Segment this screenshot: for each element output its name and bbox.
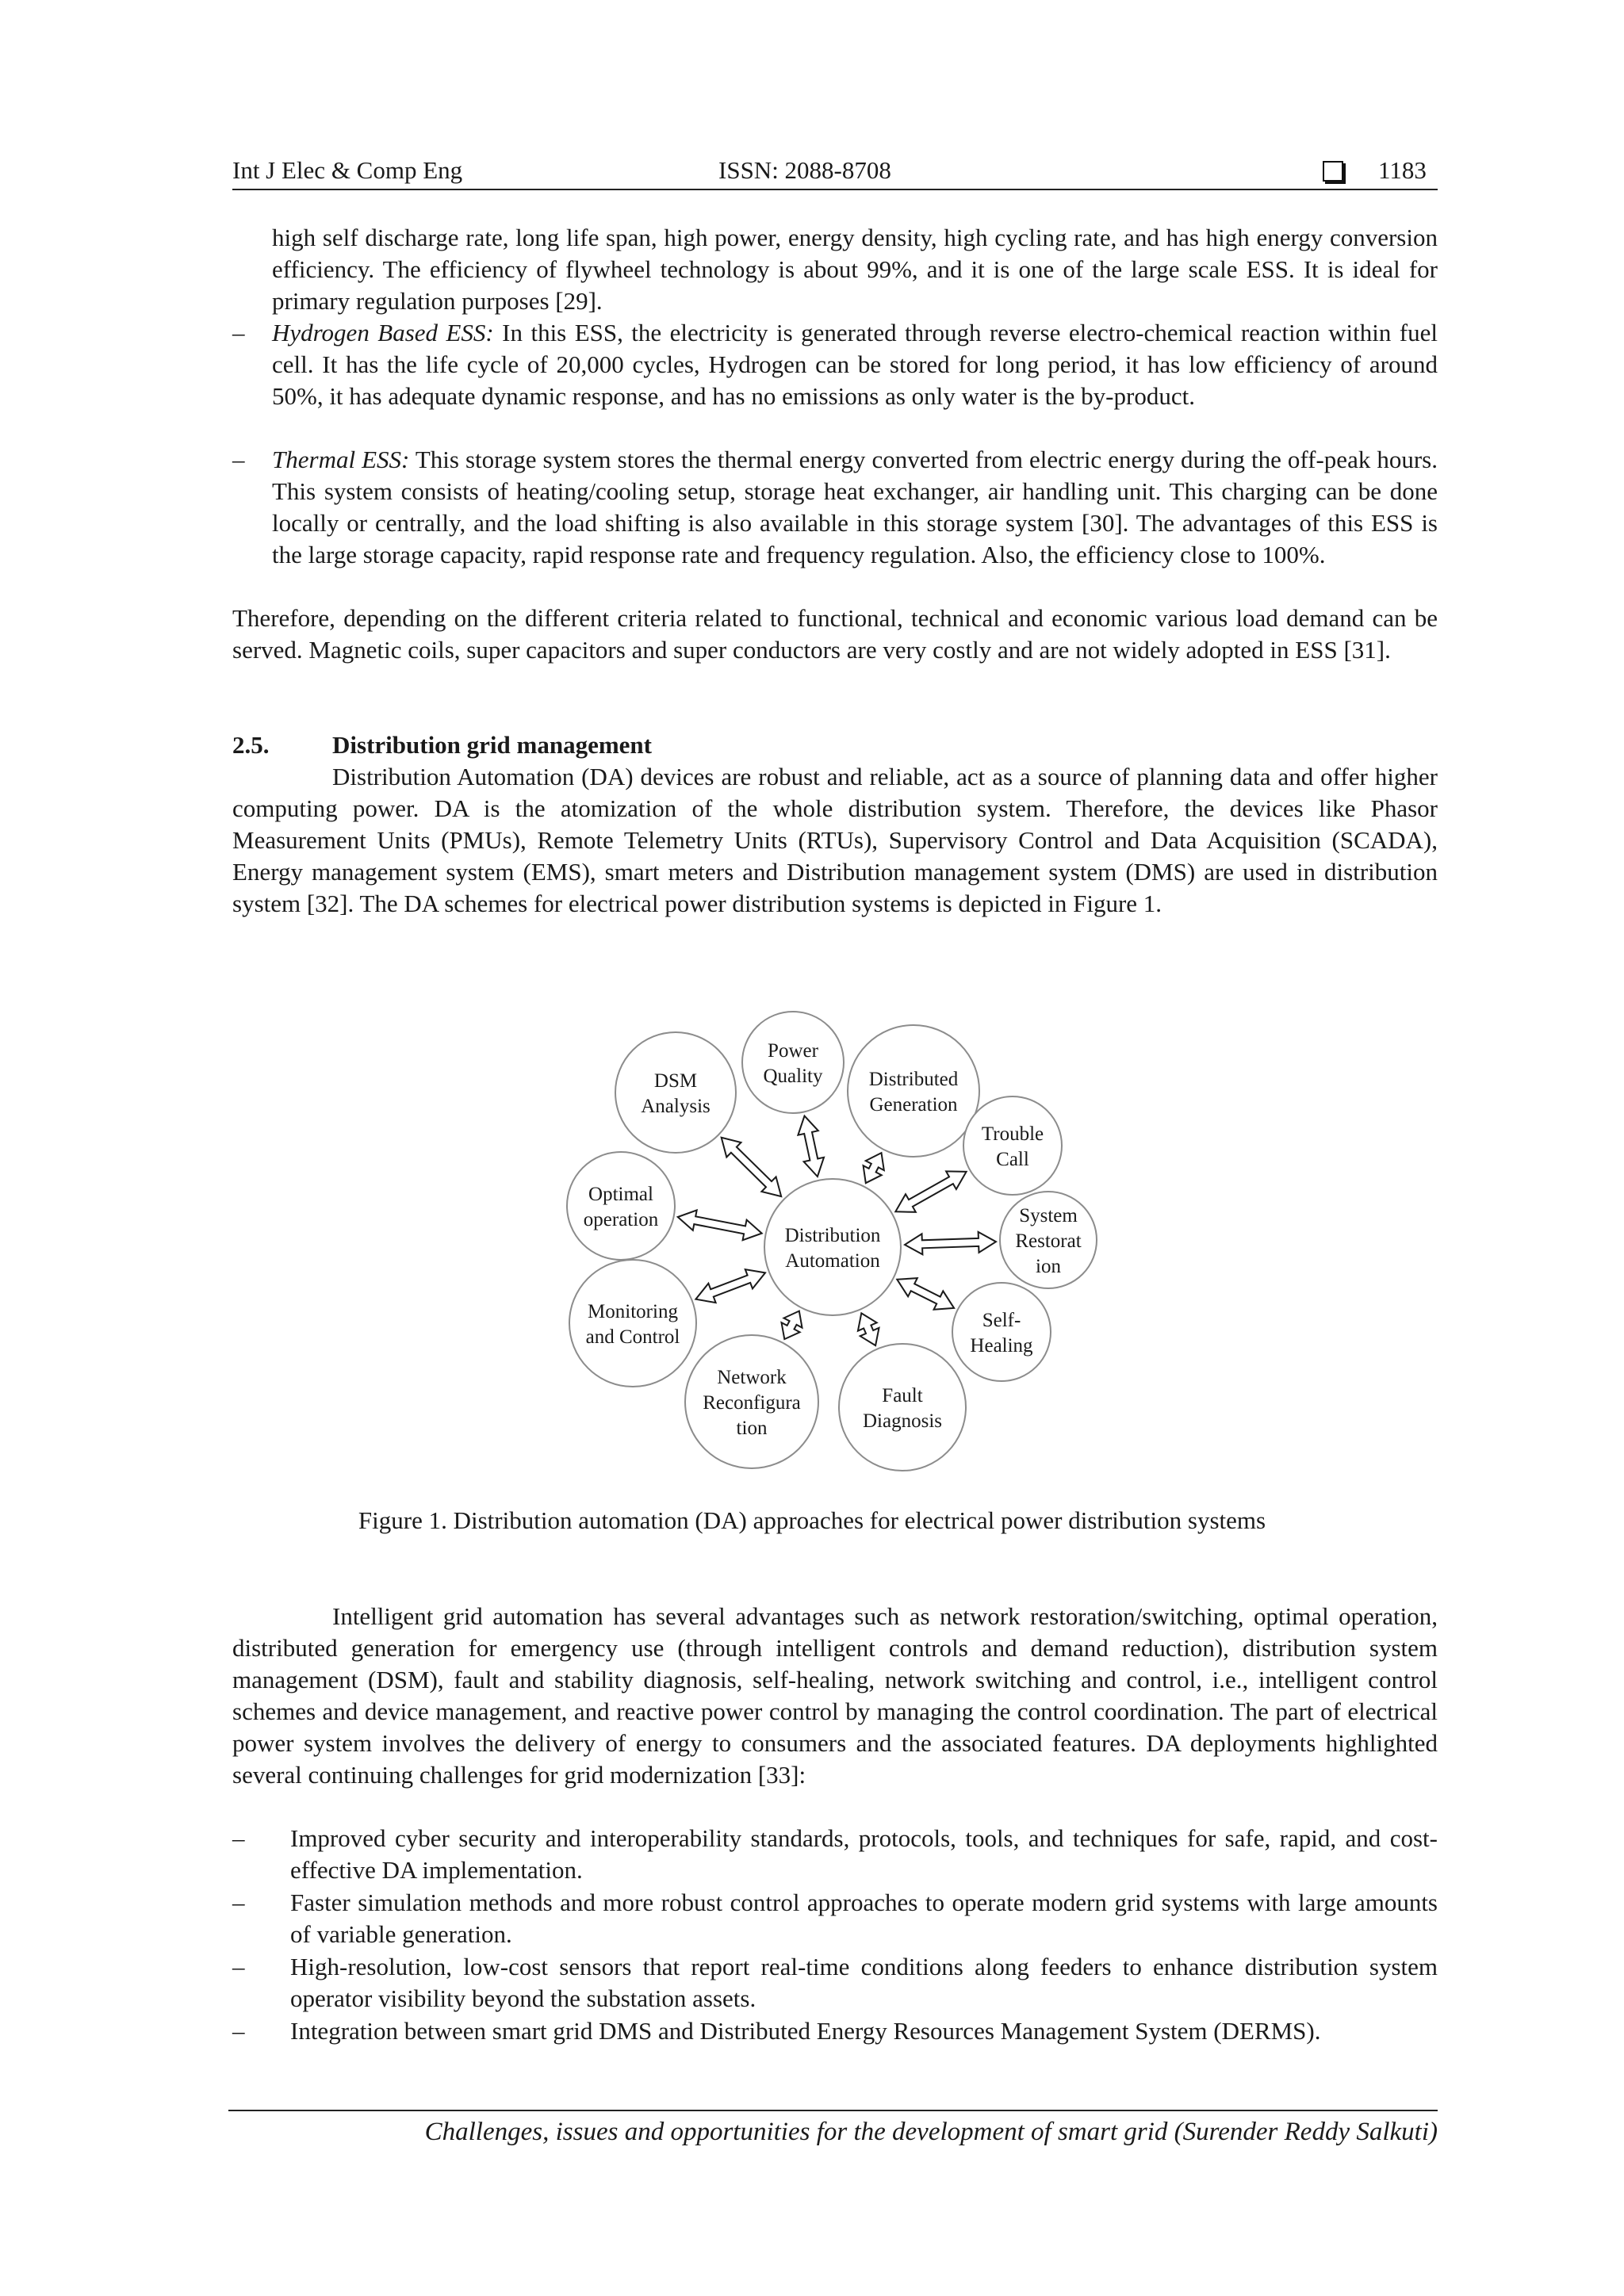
double-arrow-fault-diagnosis: [858, 1313, 879, 1345]
self-healing-label: Self-: [982, 1310, 1021, 1331]
power-quality-label: Quality: [763, 1066, 823, 1087]
self-healing-label: Healing: [970, 1335, 1033, 1357]
section-paragraph: Distribution Automation (DA) devices are robust and reliable, act as a source of planning data and offer higher computing power. DA is the atomization of the whole distribution system. Therefore, the devices like Phasor Measurement Units (PMUs), Remote Telemetry Units (RTUs), Supervisory Control and Data Acquisition (SCADA), Energy management system (EMS), smart meters and Distribution management system (DMS) are used in distribution system [32]. The DA schemes for electrical power distribution systems is depicted in Figure 1.: [232, 763, 1438, 917]
system-restoration-label: System: [1019, 1205, 1078, 1226]
list-bullet: –: [232, 1888, 245, 1916]
optimal-operation-node: [567, 1152, 675, 1260]
double-arrow-dsm-analysis: [722, 1138, 782, 1196]
list-item-term: Thermal ESS:: [272, 446, 410, 473]
page-number: 1183: [1378, 156, 1427, 184]
double-arrow-optimal-operation: [678, 1210, 762, 1240]
challenge-item: Improved cyber security and interoperability standards, protocols, tools, and techniques for safe, rapid, and cost-effective DA implementation.: [290, 1824, 1438, 1884]
network-reconfiguration-label: Reconfigura: [703, 1392, 801, 1414]
list-item-term: Hydrogen Based ESS:: [272, 319, 494, 346]
double-arrow-network-reconfiguration: [782, 1311, 802, 1340]
monitoring-and-control-node: [569, 1260, 696, 1387]
section-number: 2.5.: [232, 731, 270, 759]
center-node-label: Automation: [785, 1250, 880, 1272]
system-restoration-label: Restorat: [1015, 1230, 1082, 1252]
list-item-text: This storage system stores the thermal energy converted from electric energy during the off-peak hours. This system consists of heating/cooling setup, storage heat exchanger, air handling unit. This charging can be done locally or centrally, and the load shifting is also available in this storage system [30]. The advantages of this ESS is the large storage capacity, rapid response rate and frequency regulation. Also, the efficiency close to 100%.: [272, 446, 1438, 568]
network-reconfiguration-label: Network: [717, 1367, 787, 1388]
distributed-generation-label: Distributed: [868, 1069, 959, 1090]
trouble-call-node: [963, 1096, 1062, 1195]
dsm-analysis-node: [615, 1032, 736, 1153]
double-arrow-system-restoration: [905, 1232, 996, 1254]
trouble-call-label: Call: [996, 1149, 1029, 1170]
list-bullet: –: [232, 1824, 245, 1852]
monitoring-and-control-label: and Control: [585, 1326, 680, 1348]
journal-name: Int J Elec & Comp Eng: [232, 156, 463, 184]
list-item-text: In this ESS, the electricity is generated through reverse electro-chemical reaction within fuel cell. It has the life cycle of 20,000 cycles, Hydrogen can be stored for long period, it has low efficiency of around 50%, it has adequate dynamic response, and has no emissions as only water is the by-product.: [272, 319, 1438, 410]
intelligent-paragraph: Intelligent grid automation has several advantages such as network restoration/switching, optimal operation, distributed generation for emergency use (through intelligent controls and demand reduction), distribution system management (DSM), fault and stability diagnosis, self-healing, network switching and control, i.e., intelligent control schemes and device management, and reactive power control by managing the control coordination. The part of electrical power system involves the delivery of energy to consumers and the associated features. DA deployments highlighted several continuing challenges for grid modernization [33]:: [232, 1602, 1438, 1789]
therefore-paragraph: Therefore, depending on the different criteria related to functional, technical and economic various load demand can be served. Magnetic coils, super capacitors and super conductors are very costly and are not widely adopted in ESS [31].: [232, 604, 1438, 664]
footer-rule: [228, 2110, 1438, 2111]
distributed-generation-node: [848, 1025, 979, 1157]
distributed-generation-label: Generation: [869, 1094, 958, 1115]
power-quality-label: Power: [768, 1040, 818, 1062]
challenge-item: High-resolution, low-cost sensors that report real-time conditions along feeders to enhance distribution system operator visibility beyond the substation assets.: [290, 1953, 1438, 2012]
dsm-analysis-label: Analysis: [641, 1096, 710, 1117]
double-arrow-distributed-generation: [864, 1153, 884, 1183]
figure-caption: Figure 1. Distribution automation (DA) approaches for electrical power distribution systems: [358, 1506, 1266, 1534]
network-reconfiguration-label: tion: [736, 1418, 768, 1439]
monitoring-and-control-label: Monitoring: [588, 1301, 678, 1322]
double-arrow-monitoring-and-control: [695, 1269, 765, 1303]
fault-diagnosis-label: Diagnosis: [863, 1410, 942, 1432]
footer-title: Challenges, issues and opportunities for the development of smart grid (Surender Reddy Salkuti): [424, 2118, 1438, 2146]
list-bullet: –: [232, 2017, 245, 2045]
issn: ISSN: 2088-8708: [718, 156, 891, 184]
trouble-call-label: Trouble: [981, 1123, 1044, 1145]
dsm-analysis-label: DSM: [653, 1070, 698, 1092]
center-node-circle: [764, 1179, 901, 1315]
challenge-item: Faster simulation methods and more robust control approaches to operate modern grid systems with large amounts of variable generation.: [290, 1888, 1438, 1948]
power-quality-node: [742, 1012, 844, 1113]
list-bullet: –: [232, 319, 245, 346]
challenge-item: Integration between smart grid DMS and Distributed Energy Resources Management System (DERMS).: [290, 2017, 1321, 2045]
list-bullet: –: [232, 1953, 245, 1980]
optimal-operation-label: Optimal: [588, 1184, 653, 1205]
system-restoration-label: ion: [1036, 1256, 1061, 1277]
fault-diagnosis-node: [839, 1344, 966, 1471]
center-node-label: Distribution: [784, 1225, 881, 1246]
self-healing-node: [952, 1283, 1051, 1381]
fault-diagnosis-label: Fault: [882, 1385, 923, 1406]
section-title: Distribution grid management: [332, 731, 652, 759]
double-arrow-power-quality: [798, 1116, 824, 1177]
double-arrow-self-healing: [897, 1278, 954, 1310]
double-arrow-trouble-call: [895, 1171, 966, 1211]
list-bullet: –: [232, 446, 245, 473]
optimal-operation-label: operation: [583, 1209, 659, 1230]
continued-paragraph: high self discharge rate, long life span, high power, energy density, high cycling rate, and has high energy conversion efficiency. The efficiency of flywheel technology is about 99%, and it is one of the large scale ESS. It is ideal for primary regulation purposes [29].: [272, 224, 1438, 315]
